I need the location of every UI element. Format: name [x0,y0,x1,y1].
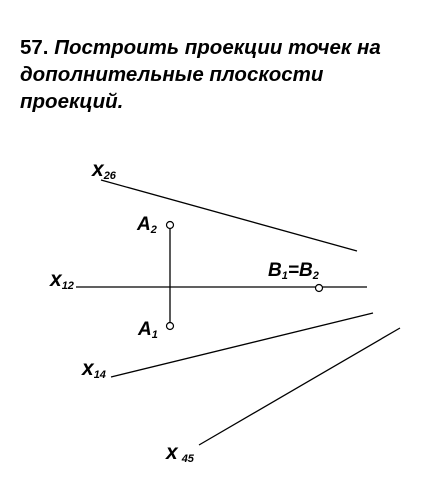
problem-number: 57. [20,36,49,59]
label-x12: x12 [50,268,74,292]
label-x26: x26 [92,158,116,182]
point-a1 [167,323,174,330]
label-x45: x 45 [166,441,194,465]
label-a1: A1 [138,319,158,341]
label-x14: x14 [82,357,106,381]
point-a2 [167,222,174,229]
problem-text-line-1: Построить проекции точек на [54,36,381,59]
label-b1-b2: B1=B2 [268,260,319,282]
axis-x45 [199,328,400,445]
problem-text-line-2: дополнительные плоскости проекций. [20,63,324,113]
point-b1-b2 [316,285,323,292]
label-a2: A2 [137,214,157,236]
